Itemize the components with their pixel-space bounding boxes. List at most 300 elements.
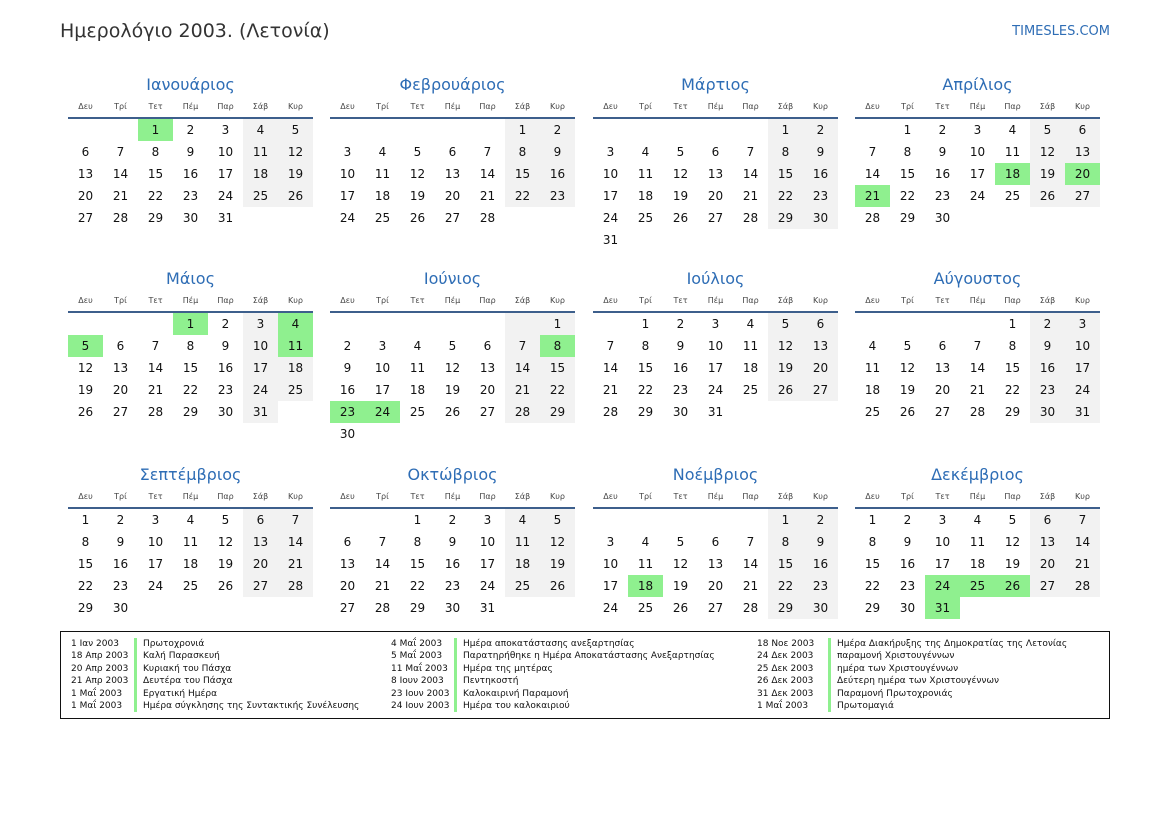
holiday-row <box>71 638 359 650</box>
day-cell: 19 <box>217 557 234 571</box>
empty-cell <box>540 207 575 229</box>
holiday-marker <box>454 688 457 700</box>
holiday-row <box>757 638 1067 650</box>
site-link[interactable]: TIMESLES.COM <box>1012 24 1110 39</box>
day-cell: 10 <box>602 557 619 571</box>
holiday-name: Καλοκαιρινή Παραμονή <box>463 688 569 699</box>
day-cell: 27 <box>1030 575 1065 597</box>
weekday-label: Πέμ <box>182 296 199 305</box>
empty-cell <box>593 119 628 141</box>
holiday-name: παραμονή Χριστουγέννων <box>837 651 955 662</box>
day-cell: 22 <box>637 383 654 397</box>
day-cell: 19 <box>899 383 916 397</box>
weekday-label: Δευ <box>340 296 355 305</box>
day-cell: 31 <box>602 233 619 247</box>
day-cell: 10 <box>374 361 391 375</box>
day-cell: 13 <box>803 335 838 357</box>
empty-cell <box>698 509 733 531</box>
day-cell: 5 <box>768 313 803 335</box>
empty-cell <box>855 119 890 141</box>
day-cell: 2 <box>186 123 195 137</box>
holiday-date: 11 Μαΐ 2003 <box>391 663 448 674</box>
day-cell: 3 <box>221 123 230 137</box>
day-cell: 3 <box>378 339 387 353</box>
month-name: Ιούνιος <box>423 269 482 288</box>
day-cell: 26 <box>672 211 689 225</box>
weekday-header <box>68 489 313 505</box>
holiday-marker <box>454 650 457 662</box>
day-cell: 28 <box>969 405 986 419</box>
day-cell: 26 <box>217 579 234 593</box>
weekday-label: Σάβ <box>252 296 269 305</box>
day-cell: 17 <box>147 557 164 571</box>
empty-cell <box>365 423 400 445</box>
weekday-label: Δευ <box>865 296 880 305</box>
day-cell: 6 <box>448 145 457 159</box>
day-cell: 23 <box>1030 379 1065 401</box>
day-cell: 3 <box>606 145 615 159</box>
day-cell: 25 <box>1004 189 1021 203</box>
day-cell: 20 <box>1065 163 1100 185</box>
day-cell: 14 <box>374 557 391 571</box>
holiday-date: 4 Μαΐ 2003 <box>391 639 443 649</box>
day-cell: 14 <box>278 531 313 553</box>
day-cell: 11 <box>505 531 540 553</box>
day-cell: 31 <box>1065 401 1100 423</box>
day-cell: 2 <box>116 513 125 527</box>
weekday-label: Κυρ <box>1075 102 1090 111</box>
month-name: Σεπτέμβριος <box>139 465 242 484</box>
day-cell: 22 <box>768 185 803 207</box>
holiday-name: Παρατηρήθηκε η Ημέρα Αποκατάστασης Ανεξαρτησίας <box>463 651 715 662</box>
day-cell: 1 <box>540 313 575 335</box>
day-cell: 21 <box>374 579 391 593</box>
weekday-label: Τετ <box>935 492 950 501</box>
day-cell: 29 <box>768 597 803 619</box>
day-cell: 11 <box>182 535 199 549</box>
day-cell: 4 <box>973 513 982 527</box>
day-cell: 8 <box>903 145 912 159</box>
weekday-header <box>855 99 1100 115</box>
day-cell: 12 <box>77 361 94 375</box>
holiday-column <box>71 638 359 712</box>
holiday-row <box>391 638 715 650</box>
weekday-label: Πέμ <box>969 102 986 111</box>
holiday-name: Παραμονή Πρωτοχρονιάς <box>837 688 953 699</box>
day-cell: 16 <box>899 557 916 571</box>
empty-cell <box>400 119 435 141</box>
day-cell: 5 <box>221 513 230 527</box>
day-cell: 17 <box>969 167 986 181</box>
day-cell: 6 <box>1030 509 1065 531</box>
page-title: Ημερολόγιο 2003. (Λετονία) <box>60 20 330 42</box>
day-cell: 11 <box>243 141 278 163</box>
day-cell: 16 <box>803 553 838 575</box>
holiday-name: Εργατική Ημέρα <box>143 688 217 699</box>
weekday-label: Τετ <box>673 492 688 501</box>
empty-cell <box>208 597 243 619</box>
day-cell: 31 <box>479 601 496 615</box>
day-cell: 22 <box>505 185 540 207</box>
day-cell: 12 <box>217 535 234 549</box>
empty-cell <box>733 509 768 531</box>
holiday-name: Πεντηκοστή <box>463 676 519 687</box>
day-cell: 28 <box>374 601 391 615</box>
day-cell: 22 <box>899 189 916 203</box>
day-cell: 2 <box>1030 313 1065 335</box>
empty-cell <box>768 401 803 423</box>
day-cell: 24 <box>602 601 619 615</box>
day-cell: 12 <box>409 167 426 181</box>
day-cell: 19 <box>540 553 575 575</box>
weekday-label: Παρ <box>742 492 759 501</box>
day-cell: 13 <box>77 167 94 181</box>
holiday-date: 1 Μαΐ 2003 <box>71 688 123 699</box>
day-cell: 9 <box>903 535 912 549</box>
month-name: Ιούλιος <box>686 269 745 288</box>
day-cell: 9 <box>186 145 195 159</box>
day-cell: 28 <box>147 405 164 419</box>
month-calendar <box>593 265 838 423</box>
holiday-marker <box>454 675 457 687</box>
day-cell: 29 <box>147 211 164 225</box>
weekday-label: Δευ <box>78 296 93 305</box>
day-cell: 25 <box>374 211 391 225</box>
weekday-label: Σάβ <box>252 492 269 501</box>
day-cell: 24 <box>217 189 234 203</box>
weekday-label: Τρί <box>376 102 389 111</box>
holiday-marker <box>828 675 831 687</box>
weekday-label: Τετ <box>935 102 950 111</box>
day-cell: 17 <box>339 189 356 203</box>
day-cell: 3 <box>1065 313 1100 335</box>
day-cell: 7 <box>483 145 492 159</box>
day-cell: 30 <box>899 601 916 615</box>
weekday-label: Τετ <box>148 102 163 111</box>
holiday-name: Ημέρα Διακήρυξης της Δημοκρατίας της Λετονίας <box>837 639 1068 649</box>
empty-cell <box>1065 207 1100 229</box>
weekday-label: Τετ <box>410 492 425 501</box>
day-cell: 27 <box>112 405 129 419</box>
empty-cell <box>663 509 698 531</box>
day-cell: 13 <box>339 557 356 571</box>
weekday-label: Σάβ <box>1039 492 1056 501</box>
day-cell: 19 <box>278 163 313 185</box>
month-name: Μάρτιος <box>681 75 750 94</box>
day-cell: 26 <box>444 405 461 419</box>
day-cell: 17 <box>602 579 619 593</box>
day-grid <box>855 119 1100 229</box>
day-cell: 5 <box>413 145 422 159</box>
holiday-marker <box>828 688 831 700</box>
day-cell: 17 <box>602 189 619 203</box>
day-cell: 11 <box>409 361 426 375</box>
day-cell: 26 <box>1030 185 1065 207</box>
day-cell: 24 <box>925 575 960 597</box>
weekday-label: Παρ <box>479 492 496 501</box>
empty-cell <box>470 119 505 141</box>
empty-cell <box>1065 597 1100 619</box>
day-cell: 5 <box>540 509 575 531</box>
holiday-name: Ημέρα της μητέρας <box>463 663 553 674</box>
day-cell: 7 <box>868 145 877 159</box>
day-cell: 30 <box>217 405 234 419</box>
weekday-header <box>330 293 575 309</box>
day-cell: 1 <box>641 317 650 331</box>
day-cell: 21 <box>1065 553 1100 575</box>
empty-cell <box>278 207 313 229</box>
day-cell: 2 <box>540 119 575 141</box>
day-cell: 29 <box>899 211 916 225</box>
empty-cell <box>505 207 540 229</box>
weekday-header <box>68 99 313 115</box>
weekday-label: Σάβ <box>777 492 794 501</box>
day-cell: 17 <box>934 557 951 571</box>
day-cell: 20 <box>112 383 129 397</box>
day-cell: 19 <box>672 579 689 593</box>
day-cell: 18 <box>628 575 663 597</box>
day-grid <box>855 509 1100 619</box>
holiday-name: Καλή Παρασκευή <box>143 651 220 662</box>
day-cell: 16 <box>1030 357 1065 379</box>
day-cell: 26 <box>899 405 916 419</box>
empty-cell <box>330 509 365 531</box>
weekday-label: Δευ <box>603 296 618 305</box>
weekday-label: Κυρ <box>1075 296 1090 305</box>
weekday-label: Τετ <box>148 296 163 305</box>
month-name: Ιανουάριος <box>146 75 235 94</box>
day-cell: 8 <box>540 335 575 357</box>
day-cell: 22 <box>864 579 881 593</box>
day-cell: 8 <box>186 339 195 353</box>
day-cell: 12 <box>540 531 575 553</box>
holiday-marker <box>454 638 457 650</box>
day-cell: 28 <box>864 211 881 225</box>
day-cell: 10 <box>934 535 951 549</box>
day-cell: 7 <box>973 339 982 353</box>
day-cell: 16 <box>672 361 689 375</box>
empty-cell <box>470 313 505 335</box>
day-cell: 10 <box>969 145 986 159</box>
day-cell: 13 <box>243 531 278 553</box>
day-cell: 20 <box>707 189 724 203</box>
day-cell: 21 <box>479 189 496 203</box>
day-cell: 20 <box>934 383 951 397</box>
day-cell: 8 <box>1008 339 1017 353</box>
weekday-header <box>855 489 1100 505</box>
empty-cell <box>593 509 628 531</box>
day-cell: 9 <box>1030 335 1065 357</box>
weekday-label: Τετ <box>935 296 950 305</box>
holiday-name: Ημέρα αποκατάστασης ανεξαρτησίας <box>463 639 635 649</box>
empty-cell <box>960 597 995 619</box>
day-cell: 20 <box>77 189 94 203</box>
day-cell: 7 <box>1065 509 1100 531</box>
day-cell: 21 <box>112 189 129 203</box>
day-cell: 1 <box>1008 317 1017 331</box>
day-cell: 27 <box>707 211 724 225</box>
day-grid <box>593 119 838 251</box>
day-cell: 2 <box>803 509 838 531</box>
day-cell: 11 <box>864 361 881 375</box>
holiday-date: 31 Δεκ 2003 <box>757 688 814 699</box>
day-cell: 15 <box>864 557 881 571</box>
day-cell: 24 <box>1065 379 1100 401</box>
weekday-label: Πέμ <box>444 102 461 111</box>
day-cell: 22 <box>540 379 575 401</box>
day-cell: 11 <box>278 335 313 357</box>
day-cell: 12 <box>278 141 313 163</box>
day-cell: 28 <box>602 405 619 419</box>
day-cell: 2 <box>803 119 838 141</box>
day-cell: 27 <box>707 601 724 615</box>
weekday-label: Κυρ <box>813 102 828 111</box>
weekday-label: Σάβ <box>1039 296 1056 305</box>
weekday-header <box>593 293 838 309</box>
day-cell: 15 <box>768 163 803 185</box>
day-cell: 3 <box>151 513 160 527</box>
day-cell: 3 <box>938 513 947 527</box>
empty-cell <box>330 119 365 141</box>
day-cell: 25 <box>278 379 313 401</box>
holiday-marker <box>828 650 831 662</box>
day-cell: 3 <box>243 313 278 335</box>
day-cell: 23 <box>444 579 461 593</box>
day-cell: 4 <box>186 513 195 527</box>
weekday-label: Πέμ <box>707 102 724 111</box>
weekday-label: Πέμ <box>969 296 986 305</box>
day-cell: 3 <box>973 123 982 137</box>
empty-cell <box>733 119 768 141</box>
weekday-label: Κυρ <box>288 492 303 501</box>
weekday-label: Τετ <box>410 102 425 111</box>
day-cell: 22 <box>77 579 94 593</box>
day-cell: 3 <box>483 513 492 527</box>
day-cell: 19 <box>1004 557 1021 571</box>
weekday-label: Παρ <box>217 492 234 501</box>
empty-cell <box>138 597 173 619</box>
day-cell: 31 <box>925 597 960 619</box>
month-calendar <box>330 461 575 619</box>
holiday-date: 8 Ιουν 2003 <box>391 676 444 687</box>
weekday-label: Τρί <box>114 492 127 501</box>
day-cell: 1 <box>81 513 90 527</box>
month-name: Μάιος <box>166 269 215 288</box>
holiday-date: 18 Απρ 2003 <box>71 651 129 662</box>
weekday-header <box>330 99 575 115</box>
day-cell: 5 <box>1030 119 1065 141</box>
day-cell: 4 <box>378 145 387 159</box>
day-cell: 18 <box>243 163 278 185</box>
day-cell: 12 <box>672 557 689 571</box>
day-cell: 1 <box>505 119 540 141</box>
month-calendar <box>330 265 575 445</box>
weekday-label: Κυρ <box>550 492 565 501</box>
day-grid <box>593 313 838 423</box>
day-cell: 15 <box>540 357 575 379</box>
empty-cell <box>628 119 663 141</box>
day-cell: 13 <box>1030 531 1065 553</box>
empty-cell <box>540 423 575 445</box>
day-cell: 15 <box>77 557 94 571</box>
day-cell: 29 <box>182 405 199 419</box>
day-cell: 7 <box>278 509 313 531</box>
holiday-date: 24 Ιουν 2003 <box>391 700 450 711</box>
empty-cell <box>365 509 400 531</box>
empty-cell <box>400 313 435 335</box>
weekday-label: Τρί <box>901 102 914 111</box>
day-cell: 27 <box>77 211 94 225</box>
day-cell: 3 <box>343 145 352 159</box>
weekday-label: Σάβ <box>1039 102 1056 111</box>
day-cell: 4 <box>641 535 650 549</box>
weekday-label: Τρί <box>901 492 914 501</box>
empty-cell <box>435 119 470 141</box>
day-cell: 23 <box>540 185 575 207</box>
empty-cell <box>243 207 278 229</box>
day-cell: 25 <box>243 185 278 207</box>
day-cell: 23 <box>803 185 838 207</box>
day-cell: 7 <box>746 145 755 159</box>
weekday-label: Δευ <box>78 102 93 111</box>
day-cell: 12 <box>1004 535 1021 549</box>
day-cell: 1 <box>413 513 422 527</box>
day-cell: 7 <box>746 535 755 549</box>
holiday-row <box>757 700 1067 712</box>
day-cell: 4 <box>1008 123 1017 137</box>
day-cell: 26 <box>672 601 689 615</box>
day-cell: 17 <box>374 383 391 397</box>
day-cell: 4 <box>746 317 755 331</box>
day-cell: 28 <box>112 211 129 225</box>
day-cell: 21 <box>742 189 759 203</box>
day-cell: 9 <box>803 531 838 553</box>
day-cell: 13 <box>479 361 496 375</box>
weekday-label: Τρί <box>114 102 127 111</box>
day-cell: 2 <box>448 513 457 527</box>
weekday-header <box>593 489 838 505</box>
empty-cell <box>505 313 540 335</box>
empty-cell <box>330 313 365 335</box>
day-cell: 16 <box>112 557 129 571</box>
holiday-marker <box>828 700 831 712</box>
day-cell: 28 <box>742 211 759 225</box>
day-cell: 18 <box>374 189 391 203</box>
empty-cell <box>960 313 995 335</box>
weekday-label: Τετ <box>673 102 688 111</box>
day-cell: 11 <box>637 167 654 181</box>
weekday-label: Σάβ <box>777 296 794 305</box>
day-cell: 13 <box>707 557 724 571</box>
weekday-label: Κυρ <box>288 102 303 111</box>
holiday-row <box>757 688 1067 700</box>
holiday-marker <box>134 675 137 687</box>
weekday-label: Τετ <box>410 296 425 305</box>
day-cell: 20 <box>803 357 838 379</box>
day-cell: 4 <box>641 145 650 159</box>
day-cell: 14 <box>1065 531 1100 553</box>
day-cell: 20 <box>243 553 278 575</box>
day-cell: 25 <box>637 211 654 225</box>
day-cell: 29 <box>864 601 881 615</box>
day-cell: 30 <box>182 211 199 225</box>
day-grid <box>593 509 838 619</box>
day-cell: 24 <box>243 379 278 401</box>
weekday-label: Τρί <box>639 102 652 111</box>
day-cell: 23 <box>112 579 129 593</box>
day-cell: 7 <box>505 335 540 357</box>
day-cell: 12 <box>444 361 461 375</box>
